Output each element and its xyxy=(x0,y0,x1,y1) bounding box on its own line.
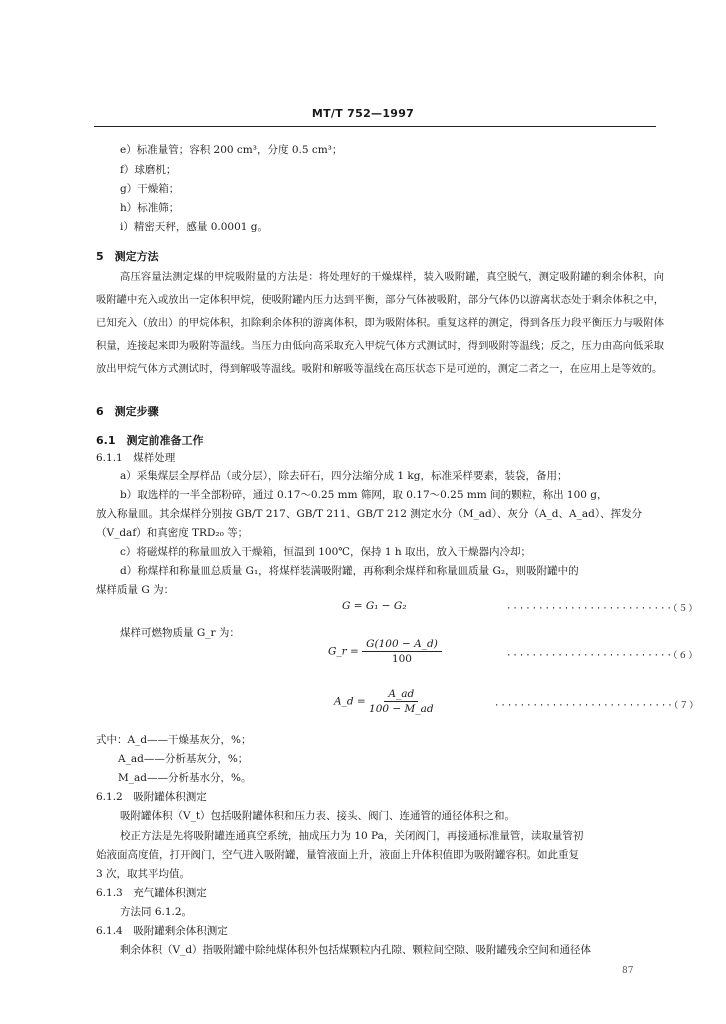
body-paragraph: 高压容量法测定煤的甲烷吸附量的方法是：将处理好的干燥煤样，装入吸附罐，真空脱气，测定吸附罐的剩余体积，向吸附罐中充入或放出一定体积甲烷，使吸附罐内压力达到平衡，部分气体被吸附，部分气体仍以游离状态处于剩余体积之中，已知充入（放出）的甲烷体积，扣除剩余体积的游离体积，即为吸附体积。重复这样的测定，得到各压力段平衡压力与吸附体积量，连接起来即为吸附等温线。当压力由低向高采取充入甲烷气体方式测试时，得到吸附等温线；反之，压力由高向低采取放出甲烷气体方式测试时，得到解吸等温线。吸附和解吸等温线在高压状态下是可逆的，测定二者之一，在应用上是等效的。 xyxy=(96,271,664,375)
text-line: 方法同 6.1.2。 xyxy=(120,906,193,918)
header-divider xyxy=(94,126,656,127)
list-item: d）称煤样和称量皿总质量 G₁，将煤样装满吸附罐，再称剩余煤样和称量皿质量 G₂，则吸附罐中的 xyxy=(120,565,579,577)
list-item: e）标准量管；容积 200 cm³，分度 0.5 cm³； xyxy=(120,144,343,156)
subsection-heading: 6.1.2 吸附罐体积测定 xyxy=(96,791,207,803)
text-line: 始液面高度值，打开阀门，空气进入吸附罐，量管液面上升，液面上升体积值即为吸附罐容积。如此重复 xyxy=(96,849,579,861)
section-heading: 5 测定方法 xyxy=(96,250,159,263)
page-number: 87 xyxy=(622,966,634,976)
text-line: 煤样可燃物质量 G_r 为： xyxy=(120,627,240,639)
subsection-heading: 6.1 测定前准备工作 xyxy=(96,434,204,447)
equation-number: ··························（６） xyxy=(506,651,699,661)
text-line: 3 次，取其平均值。 xyxy=(96,868,191,880)
standard-code-header: MT/T 752—1997 xyxy=(311,107,415,120)
equation-number: ··························（５） xyxy=(506,604,699,614)
subsection-heading: 6.1.4 吸附罐剩余体积测定 xyxy=(96,925,228,937)
list-item: c）将磁煤样的称量皿放入干燥箱，恒温到 100℃，保持 1 h 取出，放入干燥器内冷却； xyxy=(120,546,531,558)
denominator: 100 xyxy=(391,653,412,665)
fraction xyxy=(369,688,434,715)
list-item: 放入称量皿。其余煤样分别按 GB/T 217、GB/T 211、GB/T 212 测定水分（M_ad）、灰分（A_d、A_ad）、挥发分 xyxy=(96,508,643,520)
equation-5: G = G₁ − G₂ xyxy=(342,600,407,612)
leader-dots: ···························· xyxy=(494,701,674,711)
numerator: A_ad xyxy=(384,688,418,702)
where-clause: 式中：A_d——干燥基灰分，%； xyxy=(96,734,252,746)
equation-lhs: A_d = xyxy=(334,695,366,708)
section-heading: 6 测定步骤 xyxy=(96,405,159,418)
text-line: 剩余体积（V_d）指吸附罐中除纯煤体积外包括煤颗粒内孔隙、颗粒间空隙、吸附罐残余空间和通径体 xyxy=(120,944,592,956)
list-item: g）干燥箱； xyxy=(120,183,180,195)
leader-dots: ·························· xyxy=(506,651,673,661)
where-clause: M_ad——分析基水分，%。 xyxy=(118,772,252,784)
text-line: 校正方法是先将吸附罐连通真空系统，抽成压力为 10 Pa，关闭阀门，再接通标准量管，读取量管初 xyxy=(120,830,584,842)
list-item: f）球磨机； xyxy=(120,164,177,176)
text-line: 吸附罐体积（V_t）包括吸附罐体积和压力表、接头、阀门、连通管的通径体积之和。 xyxy=(120,810,516,822)
list-item: （V_daf）和真密度 TRD₂₀ 等； xyxy=(96,527,249,539)
denominator: 100 − M_ad xyxy=(369,703,434,715)
list-item: i）精密天秤，感量 0.0001 g。 xyxy=(120,221,268,233)
subsection-heading: 6.1.1 煤样处理 xyxy=(96,452,176,464)
equation-number: ····························（７） xyxy=(494,701,700,711)
equation-lhs: G_r = xyxy=(328,645,359,658)
list-item: h）标准筛； xyxy=(120,202,180,214)
numerator: G(100 − A_d) xyxy=(362,638,442,652)
leader-dots: ·························· xyxy=(506,604,673,614)
where-clause: A_ad——分析基灰分，%； xyxy=(118,753,249,765)
equation-7 xyxy=(334,688,434,718)
subsection-heading: 6.1.3 充气罐体积测定 xyxy=(96,887,207,899)
list-item: 煤样质量 G 为： xyxy=(96,584,175,596)
list-item: a）采集煤层全厚样品（或分层），除去矸石，四分法缩分成 1 kg，标准采样要素，装袋，备用； xyxy=(120,470,568,482)
fraction xyxy=(362,638,442,665)
equation-6 xyxy=(328,638,442,668)
list-item: b）取选样的一半全部粉碎，通过 0.17～0.25 mm 筛网，取 0.17～0.25 mm 间的颗粒，称出 100 g， xyxy=(120,489,608,501)
